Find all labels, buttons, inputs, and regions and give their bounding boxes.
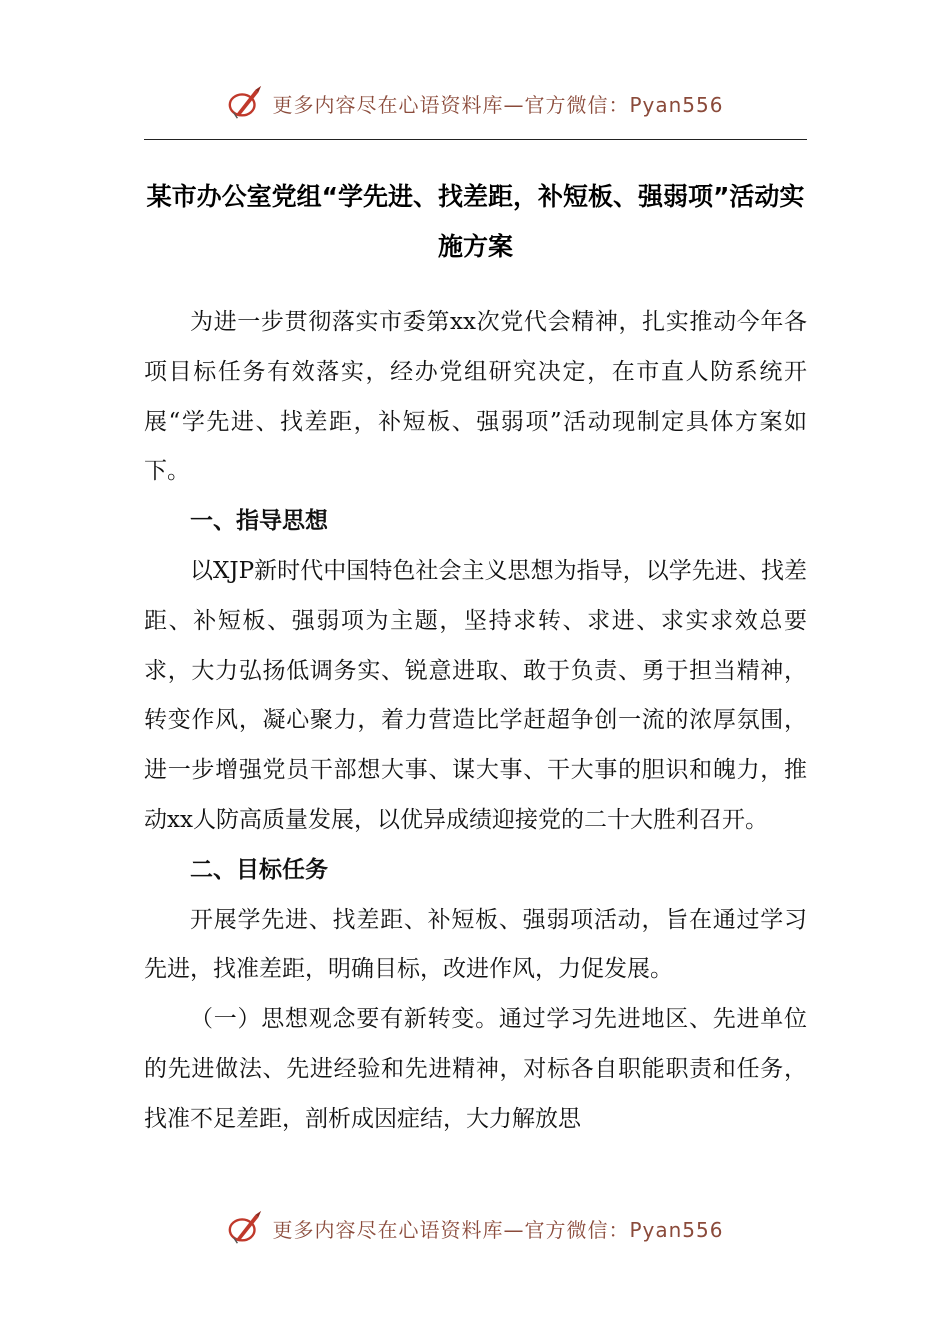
- guiding-ideology-paragraph: 以XJP新时代中国特色社会主义思想为指导，以学先进、找差距、补短板、强弱项为主题，坚持求转、求进、求实求效总要求，大力弘扬低调务实、锐意进取、敢于负责、勇于担当精神，转变作风，凝心聚力，着力营造比学赶超争创一流的浓厚氛围，进一步增强党员干部想大事、谋大事、干大事的胆识和魄力，推动xx人防高质量发展，以优异成绩迎接党的二十大胜利召开。: [144, 557, 807, 833]
- document-title: 某市办公室党组“学先进、找差距，补短板、强弱项”活动实施方案: [146, 182, 805, 261]
- watermark-text: 更多内容尽在心语资料库—官方微信：Pyan556: [272, 1217, 724, 1242]
- section-heading-guiding-ideology: 一、指导思想: [190, 508, 328, 535]
- objectives-paragraph: 开展学先进、找差距、补短板、强弱项活动，旨在通过学习先进，找准差距，明确目标，改进作风，力促发展。: [144, 906, 807, 983]
- header-watermark-banner: [0, 78, 950, 128]
- intro-paragraph: 为进一步贯彻落实市委第xx次党代会精神，扎实推动今年各项目标任务有效落实，经办党组研究决定，在市直人防系统开展“学先进、找差距，补短板、强弱项”活动现制定具体方案如下。: [144, 309, 807, 485]
- quill-pen-logo-icon: [226, 1209, 264, 1247]
- section-heading-objectives: 二、目标任务: [190, 856, 328, 883]
- document-body: [144, 298, 807, 1145]
- footer-watermark-banner: [0, 1203, 950, 1253]
- watermark-text: 更多内容尽在心语资料库—官方微信：Pyan556: [272, 92, 724, 117]
- quill-pen-logo-icon: [226, 84, 264, 122]
- header-divider: [144, 139, 807, 140]
- objective-item-1-paragraph: （一）思想观念要有新转变。通过学习先进地区、先进单位的先进做法、先进经验和先进精神，对标各自职能职责和任务，找准不足差距，剖析成因症结，大力解放思: [144, 1006, 807, 1132]
